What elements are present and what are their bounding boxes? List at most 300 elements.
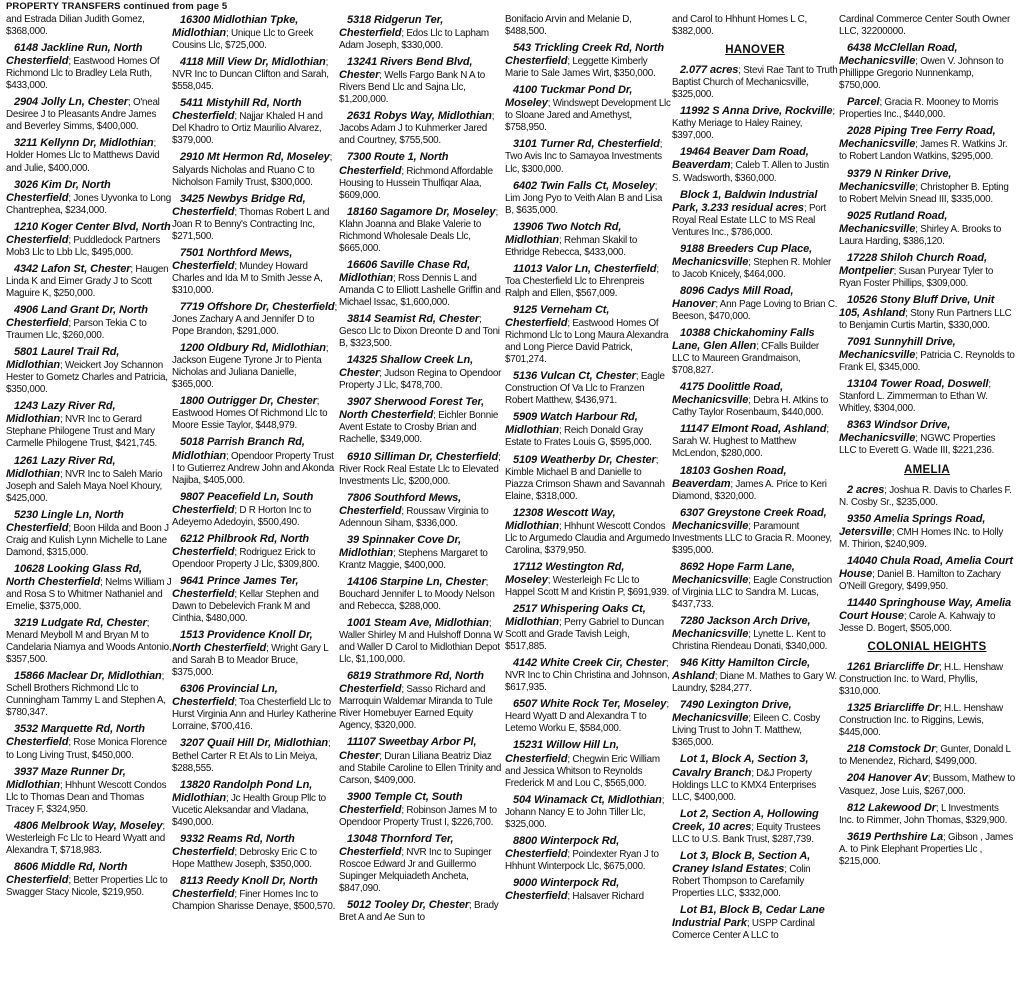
transfer-details: NVR Inc to Duncan Clifton and Sarah, $558,045. [172, 69, 329, 93]
transfer-entry [6, 670, 172, 719]
transfer-details: Stephen R. Mohler to Jacob Knicely, $464,000. [672, 256, 832, 280]
transfer-entry [339, 670, 505, 732]
transfer-entry [172, 14, 338, 52]
transfer-details: Richmond Affordable Housing to Hussein Thulfiqar Alaa, $609,000. [339, 165, 493, 201]
transfer-details: Eileen C. Cosby Living Trust to John T. Matthew, $365,000. [672, 713, 821, 749]
transfer-details: Judson Regina to Opendoor Property J Llc, $478,700. [339, 368, 502, 392]
transfer-details: Daniel B. Hamilton to Zachary O'Neill Gregory, $499,950. [839, 568, 1001, 592]
separator: ; [327, 738, 331, 750]
transfer-details: USPP Cardinal Comerce Center A LLC to [672, 918, 815, 942]
transfer-entry [172, 247, 338, 297]
transfer-entry [839, 42, 1015, 92]
transfer-entry [172, 575, 338, 625]
transfer-entry [839, 661, 1015, 698]
separator: ; [751, 767, 757, 779]
property-address: 3814 Seamist Rd, Chester [347, 313, 480, 326]
transfer-details: Stephens Margaret to Krantz Maggie, $400,000. [339, 547, 488, 571]
transfer-entry [6, 137, 172, 174]
separator: ; [234, 206, 240, 218]
transfer-details: NVR Inc to Saleh Mario Joseph and Saleh Maya Noel Khoury, $425,000. [6, 468, 163, 504]
separator: ; [100, 576, 106, 588]
separator: ; [226, 450, 231, 462]
separator: ; [491, 111, 495, 123]
transfer-entry [839, 831, 1015, 868]
transfer-details: James A. Price to Keri Diamond, $320,000. [672, 478, 827, 502]
property-address: 15231 Willow Hill Ln, Chesterfield [505, 739, 619, 765]
transfer-details: Lim Jong Pyo to Veith Alan B and Lisa B, $635,000. [505, 192, 663, 216]
separator: ; [146, 618, 150, 630]
transfer-details: Jackson Eugene Tyrone Jr to Pienta Nicholas and Juliana Danielle, $365,000. [172, 355, 322, 391]
transfer-entry [6, 42, 172, 92]
separator: ; [879, 97, 885, 109]
transfer-entry [672, 243, 838, 281]
separator: ; [635, 371, 641, 383]
property-address: 5909 Watch Harbour Rd, Midlothian [505, 411, 638, 437]
transfer-details: Jacobs Adam J to Kuhmerker Jared and Courtney, $755,500. [339, 123, 487, 147]
transfer-details: Poindexter Ryan J to Hhhunt Winterpock Llc, $675,000. [505, 848, 659, 872]
property-address: Block 1, Baldwin Industrial Park, 3.233 residual acres [672, 188, 818, 214]
separator: ; [401, 28, 407, 40]
property-address: 15866 Maclear Dr, Midlothian [14, 670, 162, 683]
property-address: 1325 Briarcliffe Dr [847, 702, 940, 715]
property-address: 6507 White Rock Ter, Moseley [513, 698, 667, 711]
property-address: Lot 2, Section A, Hollowing Creek, 10 acres [672, 807, 819, 833]
transfer-details: Jones Zachary A and Jennifer D to Pope Brandon, $291,000. [172, 314, 315, 338]
transfer-details: H.L. Henshaw Construction Inc. to Ward, Phyllis, $310,000. [839, 662, 1003, 698]
transfer-details: Halsaver Richard [572, 891, 644, 902]
transfer-details: Patricia C. Reynolds to Frank El, $345,000. [839, 350, 1015, 374]
separator: ; [893, 265, 899, 277]
transfer-details: Gibson , James A. to Pink Elephant Properties Llc , $215,000. [839, 831, 1013, 867]
property-address: 3532 Marquette Rd, North Chesterfield [6, 723, 145, 749]
property-address: 9379 N Rinker Drive, Mechanicsville [839, 167, 952, 193]
transfer-details: Shirley A. Brooks to Laura Harding, $386,120. [839, 223, 1002, 247]
property-address: 4100 Tuckmar Pond Dr, Moseley [505, 84, 633, 110]
transfer-details: Kathy Meriage to Haley Rainey, $397,000. [672, 118, 803, 142]
property-address: 17228 Shiloh Church Road, Montpelier [839, 251, 987, 277]
separator: ; [316, 396, 320, 408]
property-address: Lot B1, Block B, Cedar Lane Industrial Park [672, 904, 825, 930]
property-address: 4806 Melbrook Way, Moseley [14, 819, 163, 832]
property-address: 9641 Prince James Ter, Chesterfield [172, 574, 299, 600]
transfer-entry [172, 97, 338, 147]
separator: ; [226, 792, 231, 804]
transfer-entry [672, 285, 838, 323]
transfer-entry [6, 509, 172, 559]
transfer-details: Hhhunt Wescott Condos Llc to Argumedo Claudia and Argumedo Carolina, $379,950. [505, 520, 671, 556]
transfer-entry [839, 210, 1015, 248]
separator: ; [567, 891, 573, 902]
section-heading: HANOVER [725, 44, 785, 57]
transfer-entry [172, 875, 338, 913]
transfer-entry [339, 396, 505, 446]
transfer-details: Eastwood Homes Of Richmond Llc to Bradley Lela Ruth, $433,000. [6, 56, 160, 92]
transfer-details: Edos Llc to Lapham Adam Joseph, $330,000. [339, 28, 489, 52]
property-address: 8363 Windsor Drive, Mechanicsville [839, 419, 951, 445]
property-address: 2904 Jolly Ln, Chester [14, 96, 128, 109]
separator: ; [547, 574, 553, 586]
transfer-details: Roussaw Virginia to Adennoun Siham, $336,000. [339, 505, 489, 529]
separator: ; [68, 56, 74, 68]
transfer-entry [6, 400, 172, 450]
separator: ; [656, 263, 659, 275]
separator: ; [915, 223, 921, 235]
transfer-details: Westerleigh Fc Llc to Heard Wyatt and Alexandra T, $718,983. [6, 832, 165, 856]
property-address: 2910 Mt Hermon Rd, Moseley [180, 151, 330, 164]
transfer-details: Reich Donald Gray Estate to Frates Louis G, $595,000. [505, 425, 652, 449]
transfer-details: Nelms William J and Rosa S to Whitmer Nathaniel and Emelie, $375,000. [6, 576, 172, 613]
transfer-entry [672, 423, 838, 460]
separator: ; [935, 744, 941, 756]
transfer-entry [672, 615, 838, 653]
transfer-entry [672, 657, 838, 695]
separator: ; [234, 889, 240, 900]
property-address: 2028 Piping Tree Ferry Road, Mechanicsville [839, 125, 996, 151]
transfer-details: Haugen Linda K and Eimer Grady J to Scott Maguire K, $250,000. [6, 263, 169, 299]
transfer-entry [839, 772, 1015, 797]
separator: ; [748, 256, 754, 268]
transfer-entry [672, 808, 838, 846]
transfer-entry [839, 702, 1015, 739]
transfer-details: CFalls Builder LLC to Maureen Grandmaison, $708,827. [672, 341, 819, 377]
separator: ; [905, 307, 911, 319]
separator: ; [659, 139, 663, 151]
property-address: 5230 Lingle Ln, North Chesterfield [6, 508, 124, 534]
separator: ; [68, 874, 74, 886]
transfer-details: Susan Puryear Tyler to Ryan Foster Phillips, $309,000. [839, 265, 994, 289]
separator: ; [393, 272, 398, 284]
separator: ; [401, 684, 407, 696]
property-address: 6910 Silliman Dr, Chesterfield [347, 450, 499, 463]
transfer-entry [172, 683, 338, 733]
transfer-entry [339, 899, 505, 924]
page-header: PROPERTY TRANSFERS continued from page 5 [6, 1, 228, 12]
separator: ; [379, 70, 385, 82]
property-address: 6438 McClellan Road, Mechanicsville [839, 42, 958, 68]
transfer-entry [172, 737, 338, 774]
property-address: 13906 Two Notch Rd, Midlothian [505, 220, 622, 246]
transfer-details: Gunter, Donald L to Menendez, Richard, $499,000. [839, 744, 1011, 768]
property-address: 1513 Providence Knoll Dr, North Chesterfield [172, 629, 313, 655]
property-address: 6402 Twin Falls Ct, Moseley [513, 179, 655, 192]
transfer-details: Gesco Llc to Dixon Dreonte D and Toni B, $323,500. [339, 326, 500, 350]
transfer-entry [505, 138, 671, 175]
separator: ; [661, 794, 665, 806]
property-address: 1210 Koger Center Blvd, North Chesterfield [6, 220, 171, 246]
property-address: 10526 Stony Bluff Drive, Unit 105, Ashland [839, 293, 995, 319]
separator: ; [401, 846, 407, 858]
transfer-details: D&J Property Holdings LLC to KMX4 Enterprises LLC, $400,000. [672, 767, 817, 803]
separator: ; [915, 56, 921, 68]
transfer-entry [6, 723, 172, 761]
property-address: 2 acres [847, 483, 885, 496]
transfer-details: Robinson James M to Opendoor Property Trust I, $226,700. [339, 804, 497, 828]
property-address: 504 Winamack Ct, Midlothian [513, 793, 662, 806]
transfer-entry [672, 465, 838, 503]
property-address: 812 Lakewood Dr [847, 801, 936, 814]
transfer-entry [672, 507, 838, 557]
transfer-details: Carole A. Kahwajy to Jesse D. Bogert, $505,000. [839, 610, 996, 635]
property-address: 5136 Vulcan Ct, Chester [513, 370, 636, 383]
property-address: 5109 Weatherby Dr, Chester [513, 453, 656, 466]
property-address: 12308 Wescott Way, Midlothian [505, 506, 616, 532]
transfer-entry [339, 110, 505, 147]
separator: ; [325, 343, 329, 355]
transfer-details: Toa Chesterfield Llc to Hurst Virginia Ann and Hurley Katherine Lorraine, $700,416. [172, 697, 337, 733]
transfer-details: Debra H. Atkins to Cathy Taylor Rosenbaum, $440,000. [672, 395, 829, 419]
separator: ; [485, 576, 489, 588]
continued-text: Cardinal Commerce Center South Owner LLC, 32200000. [839, 14, 1010, 38]
property-address: 8692 Hope Farm Lane, Mechanicsville [672, 560, 795, 586]
transfer-details: Mundey Howard Charles and Ida M to Smith Jesse A, $310,000. [172, 260, 323, 296]
transfer-details: Stony Run Partners LLC to Benjamin Curtis Martin, $330,000. [839, 307, 1012, 332]
transfer-entry [172, 779, 338, 829]
property-address: 543 Trickling Creek Rd, North Chesterfield [505, 42, 664, 68]
property-address: 10388 Chickahominy Falls Lane, Glen Allen [672, 327, 815, 353]
transfer-details: Rodriguez Erick to Opendoor Property J Llc, $309,800. [172, 546, 320, 570]
property-address: 3101 Turner Rd, Chesterfield [513, 138, 660, 151]
transfer-details: Wright Gary L and Sarah B to Meador Bruce, $375,000. [172, 643, 329, 679]
separator: ; [498, 451, 501, 463]
property-address: 1243 Lazy River Rd, Midlothian [6, 400, 116, 426]
separator: ; [748, 520, 754, 532]
transfer-entry [839, 125, 1015, 163]
property-address: 19464 Beaver Dam Road, Beaverdam [672, 146, 809, 172]
transfer-details: CMH Homes INc. to Holly M. Thirion, $240,909. [839, 526, 1004, 550]
transfer-details: Schell Brothers Richmond Llc to Cunningham Tammy L and Stephen A, $780,347. [6, 683, 166, 719]
property-address: 1261 Briarcliffe Dr [847, 661, 940, 674]
column-3 [339, 14, 505, 992]
transfer-entry [505, 561, 671, 599]
transfer-details: Bethel Carter R Et Als to Lin Meiya, $288,555. [172, 750, 318, 774]
transfer-details: Hhhunt Wescott Condos Llc to Thomas Dean and Thomas Tracey F, $324,950. [6, 779, 167, 815]
transfer-details: Colin Robert Thompson to Carefamily Properties LLC, $332,000. [672, 863, 811, 899]
separator: ; [891, 526, 897, 538]
transfer-details: Opendoor Property Trust I to Gutierrez Andrew John and Akonda Najiba, $405,000. [172, 450, 335, 486]
separator: ; [872, 568, 878, 580]
transfer-entry [505, 698, 671, 735]
separator: ; [748, 395, 754, 407]
transfer-details: Westerleigh Fc Llc to Happel Scott M and Kristin P, $691,939. [505, 574, 670, 598]
property-address: 1001 Steam Ave, Midlothian [347, 617, 489, 630]
property-address: 7091 Sunnyhill Drive, Mechanicsville [839, 336, 956, 362]
separator: ; [714, 671, 720, 683]
transfer-details: D R Horton Inc to Adeyemo Adedoyin, $500,490. [172, 504, 312, 528]
property-address: 6306 Provincial Ln, Chesterfield [172, 683, 278, 709]
separator: ; [748, 713, 754, 725]
property-address: 946 Kitty Hamilton Circle, Ashland [672, 657, 811, 683]
separator: ; [803, 202, 809, 214]
transfer-details: Ann Page Loving to Brian C. Beeson, $470,000. [672, 298, 838, 322]
separator: ; [162, 820, 165, 832]
property-address: 1800 Outrigger Dr, Chester [180, 395, 317, 408]
property-address: 13048 Thornford Ter, Chesterfield [339, 832, 454, 858]
transfer-entry [172, 151, 338, 188]
transfer-details: Diane M. Mathes to Gary W. Laundry, $284,277. [672, 671, 837, 695]
transfer-details: Weickert Joy Schannon Hester to Gometz Charles and Patricia, $350,000. [6, 360, 168, 396]
property-address: 8800 Winterpock Rd, Chesterfield [505, 834, 620, 860]
property-address: 13241 Rivers Bend Blvd, Chester [339, 56, 473, 82]
separator: ; [988, 379, 991, 391]
transfer-entry [172, 833, 338, 871]
separator: ; [547, 98, 553, 110]
transfer-details: James R. Watkins Jr. to Robert Landon Watkins, $295,000. [839, 139, 1008, 163]
separator: ; [832, 106, 835, 118]
separator: ; [234, 111, 240, 123]
separator: ; [903, 610, 909, 622]
separator: ; [915, 181, 921, 193]
transfer-details: Bouchard Jennifer L to Moody Nelson and Rebecca, $288,000. [339, 588, 495, 613]
property-address: 10628 Looking Glass Rd, North Chesterfield [6, 562, 142, 588]
transfer-entry [339, 534, 505, 572]
transfer-entry [339, 354, 505, 392]
separator: ; [433, 410, 439, 422]
transfer-entry [6, 820, 172, 857]
transfer-details: Rose Monica Florence to Long Living Trust, $450,000. [6, 737, 167, 761]
transfer-details: Chegwin Eric William and Jessica Whitson to Reynolds Frederick M and Lou C, $565,000. [505, 753, 660, 789]
transfer-entry [6, 766, 172, 816]
transfer-entry [672, 904, 838, 942]
property-address: 3425 Newbys Bridge Rd, Chesterfield [172, 192, 306, 218]
transfer-entry [172, 193, 338, 243]
property-address: 9188 Breeders Cup Place, Mechanicsville [672, 242, 813, 268]
property-address: 14106 Starpine Ln, Chester [347, 575, 486, 588]
transfer-details: Joshua R. Davis to Charles F. N. Cosby Sr., $235,000. [839, 484, 1012, 508]
property-address: 11147 Elmont Road, Ashland [680, 423, 827, 436]
separator: ; [60, 360, 65, 372]
transfer-details: Menard Meyboll M and Bryan M to Candelaria Niamya and Woods Antonio, $357,500. [6, 630, 172, 666]
separator: ; [939, 703, 945, 715]
property-address: 7501 Northford Mews, Chesterfield [172, 246, 293, 272]
property-address: 5411 Mistyhill Rd, North Chesterfield [172, 97, 302, 123]
separator: ; [746, 918, 752, 930]
transfer-details: Port Royal Real Estate LLC to MS Real Ventures Inc., $786,000. [672, 202, 826, 238]
property-address: 9125 Verneham Ct, Chesterfield [505, 303, 610, 330]
separator: ; [666, 699, 669, 711]
property-address: 2517 Whispering Oaks Ct, Midlothian [505, 603, 646, 629]
transfer-entry [339, 206, 505, 255]
separator: ; [226, 28, 231, 40]
separator: ; [559, 520, 564, 532]
separator: ; [715, 298, 720, 310]
property-address: 3900 Temple Ct, South Chesterfield [339, 790, 463, 816]
transfer-entry [505, 794, 671, 831]
transfer-entry [839, 168, 1015, 206]
transfer-entry [172, 629, 338, 679]
property-address: 11013 Valor Ln, Chesterfield [513, 262, 657, 275]
transfer-details: Debrosky Eric C to Hope Matthew Joseph, $350,000. [172, 846, 317, 870]
separator: ; [567, 848, 573, 860]
separator: ; [567, 318, 573, 330]
transfer-entry [672, 14, 838, 38]
separator: ; [393, 547, 398, 559]
transfer-entry [839, 419, 1015, 457]
property-address: 3219 Ludgate Rd, Chester [14, 617, 147, 630]
transfer-entry [339, 14, 505, 52]
column-6 [839, 14, 1015, 992]
property-address: Lot 3, Block B, Section A, Craney Island Estates [672, 849, 811, 875]
property-address: 14040 Chula Road, Amelia Court House [839, 554, 1013, 580]
separator: ; [469, 900, 474, 912]
separator: ; [234, 504, 240, 516]
separator: ; [68, 522, 74, 534]
continued-text: Bonifacio Arvin and Melanie D, $488,500. [505, 14, 632, 38]
property-address: 2631 Robys Way, Midlothian [347, 110, 492, 123]
transfer-entry [6, 346, 172, 396]
transfer-entry [172, 395, 338, 432]
separator: ; [784, 863, 790, 875]
transfer-details: Waller Shirley M and Hulshoff Donna W and Waller D Carol to Midlothian Depot Llc, $1,100,000. [339, 630, 503, 666]
separator: ; [751, 821, 757, 833]
separator: ; [234, 588, 240, 600]
transfer-details: O'neal Desiree J to Pleasants Andre James and Beverley Simms, $400,000. [6, 97, 160, 133]
transfer-entry [339, 313, 505, 350]
transfer-entry [839, 513, 1015, 551]
separator: ; [730, 160, 736, 172]
transfer-details: Toa Chesterfield Llc to Ehrenpreis Ralph and Ellen, $567,009. [505, 275, 645, 299]
transfer-details: Better Properties Llc to Swagger Stacy Nicole, $219,950. [6, 874, 168, 898]
column-4 [505, 14, 671, 992]
property-address: 6819 Strathmore Rd, North Chesterfield [339, 670, 484, 696]
transfer-details: Two Avis Inc to Samayoa Investments Llc, $300,000. [505, 151, 662, 175]
property-address: 39 Spinnaker Cove Dr, Midlothian [339, 533, 462, 559]
transfer-entry [505, 454, 671, 503]
separator: ; [60, 779, 65, 791]
transfer-entry [339, 259, 505, 309]
separator: ; [915, 350, 921, 362]
property-address: 8096 Cadys Mill Road, Hanover [672, 284, 794, 310]
transfer-details: NVR Inc to Supinger Roscoe Edward Jr and Guillermo Supinger Melquiadeth Ancheta, $847,090. [339, 846, 492, 894]
separator: ; [495, 206, 498, 218]
transfer-entry [839, 484, 1015, 509]
transfer-details: Kimble Michael B and Danielle to Piazza Crimson Shawn and Savannah Elaine, $318,000. [505, 466, 665, 502]
transfer-details: Kellar Stephen and Dawn to Debelevich Frank M and Cinthia, $480,000. [172, 588, 319, 625]
transfer-entry [505, 221, 671, 259]
property-address: 18160 Sagamore Dr, Moseley [347, 205, 496, 218]
transfer-entry [505, 84, 671, 134]
transfer-entry [6, 263, 172, 300]
property-address: 7719 Offshore Dr, Chesterfield [180, 300, 335, 313]
transfer-entry [672, 327, 838, 377]
transfer-entry [505, 411, 671, 449]
continued-text: and Estrada Dilian Judith Gomez, $368,000. [6, 14, 145, 38]
separator: ; [325, 57, 329, 69]
separator: ; [915, 139, 921, 151]
transfer-entry [839, 96, 1015, 121]
property-address: 3207 Quail Hill Dr, Midlothian [180, 737, 328, 750]
property-address: 9807 Peacefield Ln, South Chesterfield [172, 490, 314, 516]
transfer-details: Paramount Investments LLC to Gracia R. Mooney, $395,000. [672, 520, 832, 556]
transfer-entry [172, 301, 338, 338]
transfer-details: Owen V. Johnson to Phillippe Gregorio Nunnenkamp, $750,000. [839, 56, 1004, 92]
property-address: 7490 Lexington Drive, Mechanicsville [672, 699, 792, 725]
separator: ; [68, 318, 74, 330]
separator: ; [939, 662, 945, 674]
separator: ; [401, 804, 407, 816]
transfer-details: Stanford L. Zimmerman to Ethan W. Whitley, $304,000. [839, 391, 988, 415]
property-address: 5801 Laurel Trail Rd, Midlothian [6, 346, 120, 372]
transfer-entry [672, 381, 838, 419]
property-address: 18103 Goshen Road, Beaverdam [672, 464, 787, 490]
separator: ; [379, 750, 385, 762]
transfer-entry [505, 507, 671, 557]
column-2 [172, 14, 338, 992]
transfer-details: Sasso Richard and Marroquin Waldemar Miranda to Tule River Homebuyer Earned Equity Agency, $320,000. [339, 684, 493, 732]
column-1 [6, 14, 172, 992]
transfer-entry [172, 342, 338, 391]
transfer-entry [339, 736, 505, 786]
transfer-entry [839, 294, 1015, 332]
